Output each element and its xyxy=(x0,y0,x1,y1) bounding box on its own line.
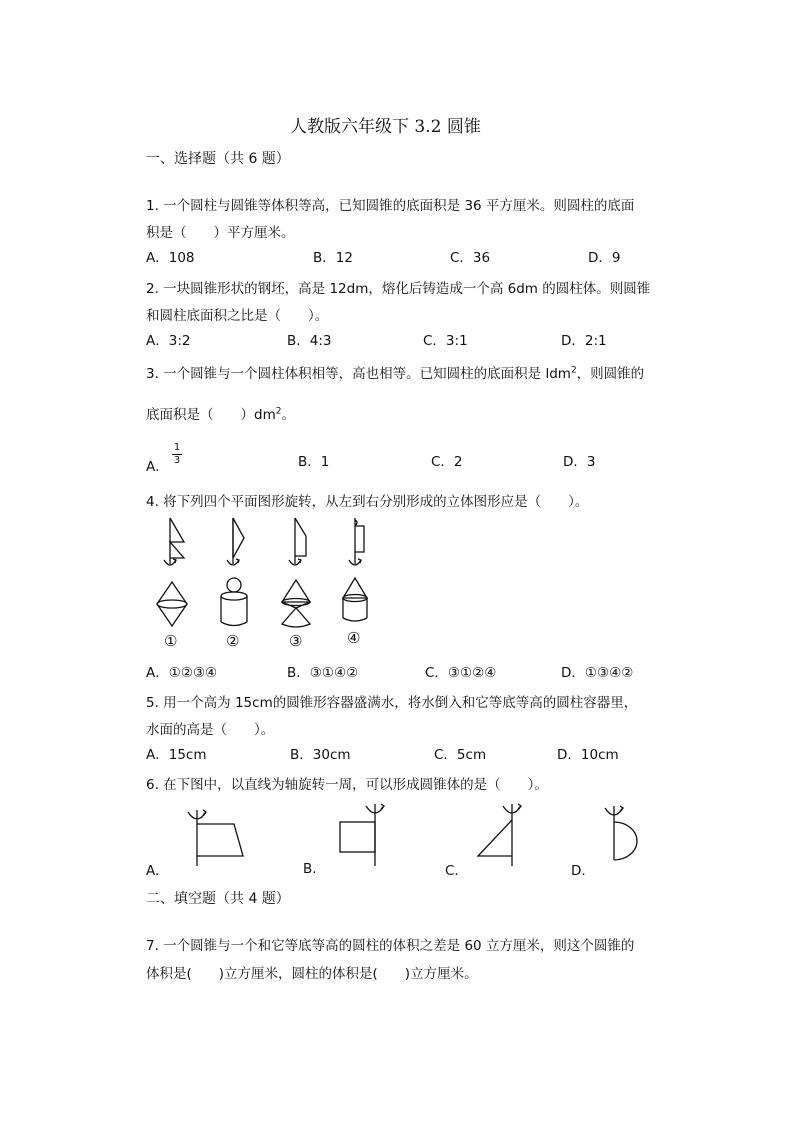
q6-figure-d xyxy=(605,806,637,860)
question-7-text-cont: 体积是( )立方厘米，圆柱的体积是( )立方厘米。 xyxy=(146,966,478,982)
question-4-text: 4. 将下列四个平面图形旋转，从左到右分别形成的立体图形应是（ ）。 xyxy=(146,494,589,510)
q5-option-c[interactable]: C．5cm xyxy=(434,747,487,763)
q2-option-c[interactable]: C．3:1 xyxy=(423,333,468,349)
q2-option-b[interactable]: B．4:3 xyxy=(287,333,332,349)
q4-solid-cone-on-cylinder xyxy=(343,578,367,621)
q5-option-b[interactable]: B．30cm xyxy=(290,747,351,763)
q4-option-b[interactable]: B．③①④② xyxy=(287,665,359,681)
q3-option-b[interactable]: B．1 xyxy=(298,454,330,470)
q2-option-d[interactable]: D．2:1 xyxy=(561,333,607,349)
q6-option-a[interactable]: A. xyxy=(146,863,160,879)
q4-solid-cone-stack xyxy=(282,580,310,627)
q4-label-1: ① xyxy=(164,632,178,650)
question-3-text: 3. 一个圆锥与一个圆柱体积相等，高也相等。已知圆柱的底面积是 ldm$^2$，则圆锥的 xyxy=(146,365,645,382)
q3-option-a-fraction: 1 3 xyxy=(173,442,181,466)
q4-plane-shape-2 xyxy=(227,518,244,565)
page-title: 人教版六年级下 3.2 圆锥 xyxy=(290,117,481,137)
q4-figures xyxy=(140,512,380,652)
q2-option-a[interactable]: A．3:2 xyxy=(146,333,191,349)
section-heading-fill: 二、填空题（共 4 题） xyxy=(146,891,290,907)
q5-option-a[interactable]: A．15cm xyxy=(146,747,207,763)
q4-solid-sphere-cylinder xyxy=(221,578,247,626)
q3-option-d[interactable]: D．3 xyxy=(563,454,596,470)
q4-solid-double-cone xyxy=(157,582,187,626)
q1-option-d[interactable]: D．9 xyxy=(588,250,621,266)
q1-option-a[interactable]: A．108 xyxy=(146,250,195,266)
q6-figure-b xyxy=(340,804,384,866)
question-5-text-cont: 水面的高是（ ）。 xyxy=(146,722,275,738)
q4-plane-shape-3 xyxy=(289,518,306,565)
q6-figure-a xyxy=(188,810,243,866)
section-heading-choice: 一、选择题（共 6 题） xyxy=(146,151,290,167)
question-5-text: 5. 用一个高为 15cm的圆锥形容器盛满水，将水倒入和它等底等高的圆柱容器里， xyxy=(146,695,638,711)
q4-option-d[interactable]: D．①③④② xyxy=(561,665,634,681)
question-7-text: 7. 一个圆锥与一个和它等底等高的圆柱的体积之差是 60 立方厘米，则这个圆锥的 xyxy=(146,938,635,954)
q4-plane-shape-1 xyxy=(164,518,184,565)
question-2-text: 2. 一块圆锥形状的钢坯，高是 12dm，熔化后铸造成一个高 6dm 的圆柱体。则圆锥 xyxy=(146,281,651,297)
q5-option-d[interactable]: D．10cm xyxy=(557,747,619,763)
q4-option-a[interactable]: A．①②③④ xyxy=(146,665,218,681)
q4-label-4: ④ xyxy=(347,629,361,647)
question-1-text: 1. 一个圆柱与圆锥等体积等高，已知圆锥的底面积是 36 平方厘米。则圆柱的底面 xyxy=(146,198,635,214)
q4-option-c[interactable]: C．③①②④ xyxy=(425,665,497,681)
question-6-text: 6. 在下图中，以直线为轴旋转一周，可以形成圆锥体的是（ ）。 xyxy=(146,777,548,793)
q6-figure-c xyxy=(478,804,521,866)
q4-plane-shape-4 xyxy=(349,518,364,565)
question-2-text-cont: 和圆柱底面积之比是（ ）。 xyxy=(146,308,329,324)
q3-option-c[interactable]: C．2 xyxy=(431,454,463,470)
q1-option-b[interactable]: B．12 xyxy=(313,250,353,266)
question-1-text-cont: 积是（ ）平方厘米。 xyxy=(146,225,295,241)
question-3-text-cont: 底面积是（ ）$dm^2$。 xyxy=(146,406,295,423)
q6-option-c[interactable]: C. xyxy=(445,863,459,879)
q6-option-d[interactable]: D. xyxy=(571,863,586,879)
q4-label-3: ③ xyxy=(289,632,303,650)
q1-option-c[interactable]: C．36 xyxy=(450,250,491,266)
q3-option-a[interactable]: A． xyxy=(146,459,169,475)
q6-option-b[interactable]: B. xyxy=(303,861,317,877)
q4-label-2: ② xyxy=(226,632,240,650)
